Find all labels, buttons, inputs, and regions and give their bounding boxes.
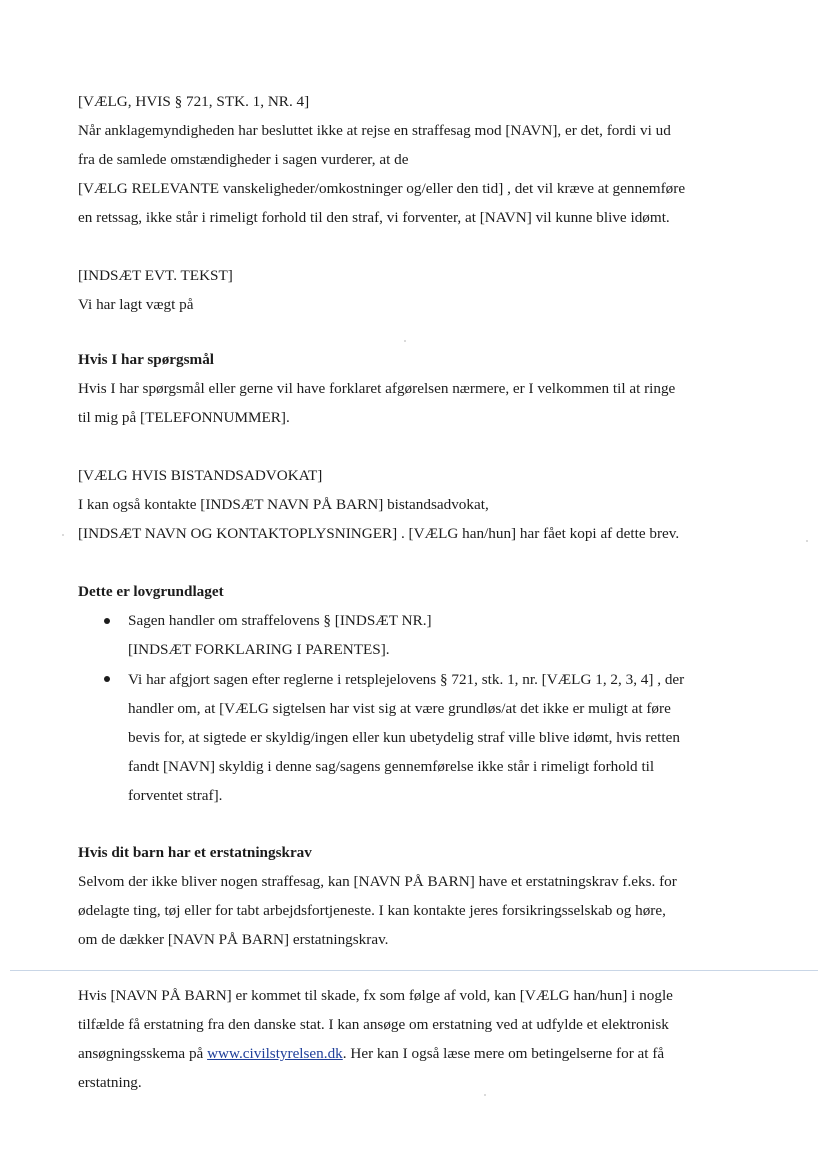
scan-speck [62, 534, 64, 536]
scan-speck [806, 540, 808, 542]
bullet-line: handler om, at [VÆLG sigtelsen har vist sig at være grundløs/at det ikke er muligt at føre [128, 700, 671, 717]
questions-heading: Hvis I har spørgsmål [78, 351, 215, 368]
paragraph-line: til mig på [TELEFONNUMMER]. [78, 409, 290, 426]
paragraph-line: erstatning. [78, 1074, 142, 1091]
paragraph-line: Hvis [NAVN PÅ BARN] er kommet til skade, fx som følge af vold, kan [VÆLG han/hun] i nogle [78, 987, 673, 1004]
bullet-line: forventet straf]. [128, 787, 223, 804]
paragraph-line: I kan også kontakte [INDSÆT NAVN PÅ BARN] bistandsadvokat, [78, 496, 489, 513]
civilstyrelsen-link[interactable]: www.civilstyrelsen.dk [207, 1045, 343, 1062]
paragraph-line: fra de samlede omstændigheder i sagen vurderer, at de [78, 151, 409, 168]
bullet-icon [104, 676, 110, 682]
legal-basis-heading: Dette er lovgrundlaget [78, 583, 224, 600]
compensation-heading: Hvis dit barn har et erstatningskrav [78, 844, 312, 861]
paragraph-line-with-link [78, 1044, 664, 1064]
condition-line-721: [VÆLG, HVIS § 721, STK. 1, NR. 4] [78, 93, 310, 110]
condition-line-counsel: [VÆLG HVIS BISTANDSADVOKAT] [78, 467, 323, 484]
bullet-line: Sagen handler om straffelovens § [INDSÆT NR.] [128, 612, 432, 629]
scan-fold-line [10, 970, 818, 971]
paragraph-line: tilfælde få erstatning fra den danske stat. I kan ansøge om erstatning ved at udfylde et elektronisk [78, 1016, 669, 1033]
paragraph-line: [INDSÆT NAVN OG KONTAKTOPLYSNINGER] . [VÆLG han/hun] har fået kopi af dette brev. [78, 525, 680, 542]
optional-text-placeholder: [INDSÆT EVT. TEKST] [78, 267, 233, 284]
bullet-icon [104, 618, 110, 624]
paragraph-line: Hvis I har spørgsmål eller gerne vil have forklaret afgørelsen nærmere, er I velkommen til at ringe [78, 380, 676, 397]
bullet-line: fandt [NAVN] skyldig i denne sag/sagens gennemførelse ikke står i rimeligt forhold til [128, 758, 655, 775]
bullet-line: Vi har afgjort sagen efter reglerne i retsplejelovens § 721, stk. 1, nr. [VÆLG 1, 2, 3, 4] , der [128, 671, 685, 688]
link-suffix: . Her kan I også læse mere om betingelserne for at få [342, 1045, 665, 1062]
paragraph-line: ødelagte ting, tøj eller for tabt arbejdsfortjeneste. I kan kontakte jeres forsikringsselskab og høre, [78, 902, 666, 919]
paragraph-line: Vi har lagt vægt på [78, 296, 194, 313]
paragraph-line: en retssag, ikke står i rimeligt forhold til den straf, vi forventer, at [NAVN] vil kunne blive idømt. [78, 209, 670, 226]
bullet-line: [INDSÆT FORKLARING I PARENTES]. [128, 641, 390, 658]
bullet-line: bevis for, at sigtede er skyldig/ingen eller kun ubetydelig straf ville blive idømt, hvis retten [128, 729, 680, 746]
link-prefix: ansøgningsskema på [78, 1045, 208, 1062]
scan-speck [404, 340, 406, 342]
paragraph-line: om de dækker [NAVN PÅ BARN] erstatningskrav. [78, 931, 389, 948]
scan-speck [484, 1094, 486, 1096]
paragraph-line: Selvom der ikke bliver nogen straffesag, kan [NAVN PÅ BARN] have et erstatningskrav f.eks. for [78, 873, 677, 890]
paragraph-line: Når anklagemyndigheden har besluttet ikke at rejse en straffesag mod [NAVN], er det, fordi vi ud [78, 122, 671, 139]
paragraph-line: [VÆLG RELEVANTE vanskeligheder/omkostninger og/eller den tid] , det vil kræve at gennemføre [78, 180, 686, 197]
